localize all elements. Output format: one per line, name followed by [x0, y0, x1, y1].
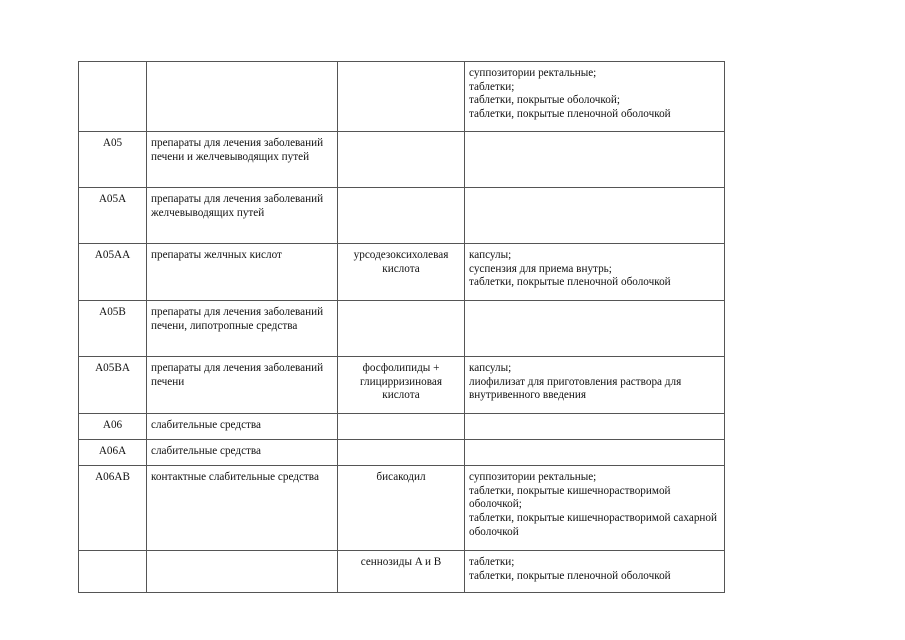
- atc-code-cell: A05A: [79, 188, 147, 244]
- group-name-cell: слабительные средства: [147, 440, 338, 466]
- dosage-form: капсулы;: [469, 249, 512, 261]
- dosage-form: таблетки, покрытые кишечнорастворимой оболочкой;: [469, 484, 671, 511]
- dosage-forms-cell: [465, 414, 725, 440]
- inn-cell: [338, 132, 465, 188]
- inn-cell: бисакодил: [338, 466, 465, 551]
- dosage-forms-cell: [465, 188, 725, 244]
- dosage-form: лиофилизат для приготовления раствора для внутривенного введения: [469, 375, 682, 402]
- dosage-form: суппозитории ректальные;: [469, 471, 597, 483]
- inn-cell: [338, 301, 465, 357]
- dosage-forms-cell: [465, 551, 725, 593]
- drug-classification-table: [78, 61, 725, 593]
- dosage-form: таблетки, покрытые пленочной оболочкой: [469, 569, 671, 582]
- dosage-form: таблетки, покрытые кишечнорастворимой сахарной оболочкой: [469, 512, 717, 538]
- group-name-cell: препараты для лечения заболеваний печени: [147, 357, 338, 414]
- atc-code-cell: A06AB: [79, 466, 147, 551]
- dosage-forms-cell: [465, 466, 725, 551]
- group-name-cell: препараты для лечения заболеваний желчевыводящих путей: [147, 188, 338, 244]
- inn-cell: [338, 62, 465, 132]
- group-name-cell: препараты для лечения заболеваний печени, липотропные средства: [147, 301, 338, 357]
- dosage-forms-cell: [465, 440, 725, 466]
- atc-code-cell: A05BA: [79, 357, 147, 414]
- atc-code-cell: [79, 62, 147, 132]
- dosage-form: суппозитории ректальные;: [469, 67, 597, 79]
- dosage-forms-cell: [465, 301, 725, 357]
- table-row: [79, 301, 725, 357]
- atc-code-cell: A06A: [79, 440, 147, 466]
- dosage-form: капсулы;: [469, 362, 512, 374]
- table-row: [79, 440, 725, 466]
- dosage-forms-cell: [465, 132, 725, 188]
- atc-code-cell: A05B: [79, 301, 147, 357]
- dosage-form: таблетки;: [469, 556, 515, 568]
- table-row: [79, 414, 725, 440]
- inn-cell: урсодезоксихолевая кислота: [338, 244, 465, 301]
- table-row: [79, 357, 725, 414]
- atc-code-cell: A05AA: [79, 244, 147, 301]
- table-row: [79, 551, 725, 593]
- table-row: [79, 188, 725, 244]
- dosage-forms-cell: [465, 244, 725, 301]
- table-row: [79, 132, 725, 188]
- dosage-forms-cell: [465, 357, 725, 414]
- dosage-form: таблетки;: [469, 80, 515, 93]
- group-name-cell: [147, 551, 338, 593]
- atc-code-cell: A06: [79, 414, 147, 440]
- table-row: [79, 244, 725, 301]
- dosage-form: суспензия для приема внутрь;: [469, 262, 612, 275]
- table-row: [79, 62, 725, 132]
- inn-cell: [338, 414, 465, 440]
- table-row: [79, 466, 725, 551]
- dosage-form: таблетки, покрытые оболочкой;: [469, 94, 620, 107]
- inn-cell: [338, 188, 465, 244]
- atc-code-cell: A05: [79, 132, 147, 188]
- dosage-form: таблетки, покрытые пленочной оболочкой: [469, 276, 671, 289]
- group-name-cell: контактные слабительные средства: [147, 466, 338, 551]
- atc-code-cell: [79, 551, 147, 593]
- dosage-form: таблетки, покрытые пленочной оболочкой: [469, 108, 671, 121]
- inn-cell: [338, 440, 465, 466]
- inn-cell: сеннозиды A и B: [338, 551, 465, 593]
- dosage-forms-cell: [465, 62, 725, 132]
- group-name-cell: [147, 62, 338, 132]
- group-name-cell: препараты желчных кислот: [147, 244, 338, 301]
- group-name-cell: слабительные средства: [147, 414, 338, 440]
- group-name-cell: препараты для лечения заболеваний печени и желчевыводящих путей: [147, 132, 338, 188]
- inn-cell: фосфолипиды + глицирризиновая кислота: [338, 357, 465, 414]
